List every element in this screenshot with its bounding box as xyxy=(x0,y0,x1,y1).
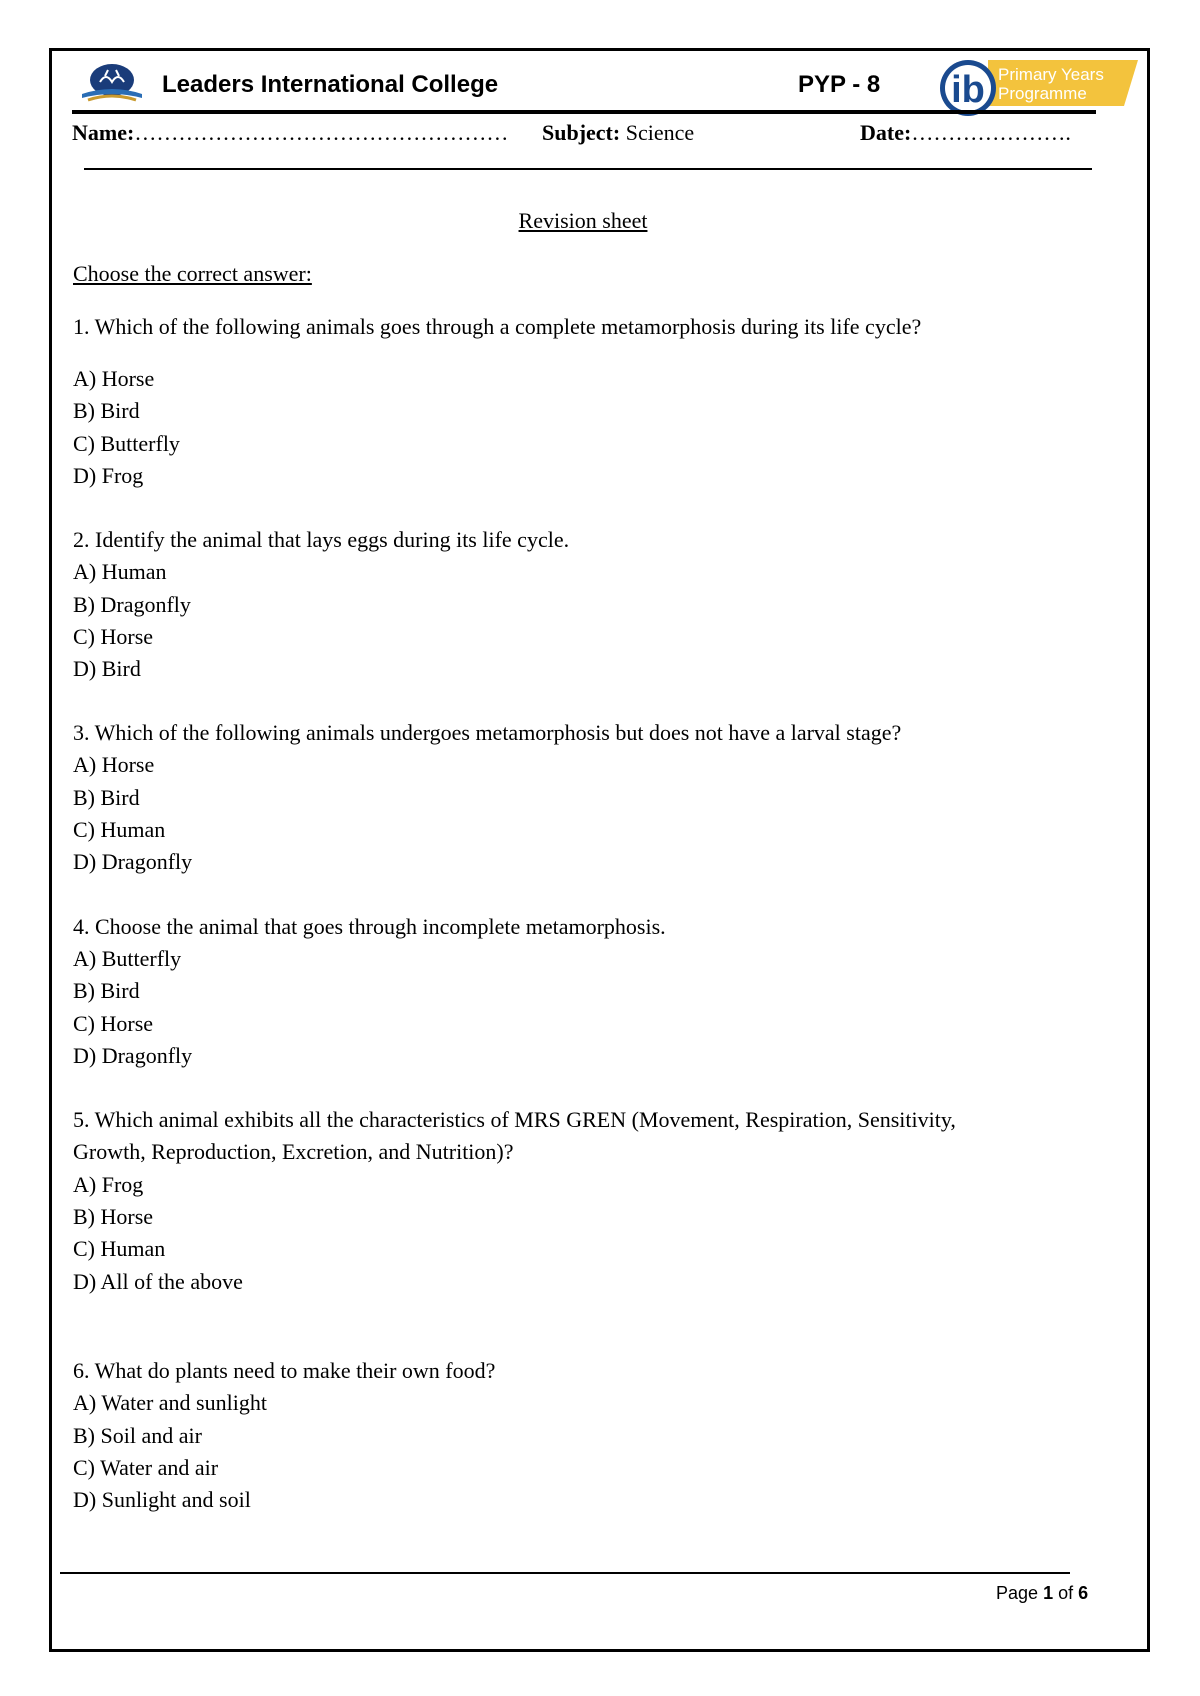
q4-option-c[interactable]: C) Horse xyxy=(73,1011,154,1036)
info-rule xyxy=(84,168,1092,170)
footer-rule xyxy=(60,1572,1070,1574)
page-number xyxy=(996,1583,1088,1604)
q3-option-a[interactable]: A) Horse xyxy=(73,752,155,777)
q4-option-a[interactable]: A) Butterfly xyxy=(73,946,182,971)
q1-option-b[interactable]: B) Bird xyxy=(73,398,140,423)
question-4: 4. Choose the animal that goes through incomplete metamorphosis. xyxy=(73,914,666,939)
sheet-title: Revision sheet xyxy=(518,208,648,233)
name-dots: …………………………………………… xyxy=(134,120,509,145)
q6-option-d[interactable]: D) Sunlight and soil xyxy=(73,1487,251,1512)
q1-option-d[interactable]: D) Frog xyxy=(73,463,144,488)
q1-option-a[interactable]: A) Horse xyxy=(73,366,155,391)
date-dots: …………………. xyxy=(911,120,1071,145)
q6-option-c[interactable]: C) Water and air xyxy=(73,1455,219,1480)
q6-option-b[interactable]: B) Soil and air xyxy=(73,1423,202,1448)
school-logo xyxy=(78,60,146,108)
ib-logo-line1: Primary Years xyxy=(998,65,1104,84)
header-rule xyxy=(72,110,1096,114)
page-total: 6 xyxy=(1078,1583,1089,1603)
q3-option-c[interactable]: C) Human xyxy=(73,817,166,842)
q2-option-b[interactable]: B) Dragonfly xyxy=(73,592,191,617)
page-of: of xyxy=(1058,1583,1074,1603)
school-name: Leaders International College xyxy=(162,71,499,98)
q4-option-b[interactable]: B) Bird xyxy=(73,978,140,1003)
q4-option-d[interactable]: D) Dragonfly xyxy=(73,1043,193,1068)
q6-option-a[interactable]: A) Water and sunlight xyxy=(73,1390,267,1415)
ib-mark: ib xyxy=(951,69,985,111)
q3-option-d[interactable]: D) Dragonfly xyxy=(73,849,193,874)
page-current: 1 xyxy=(1043,1583,1054,1603)
q2-option-c[interactable]: C) Horse xyxy=(73,624,154,649)
page-label: Page xyxy=(996,1583,1039,1603)
q5-option-c[interactable]: C) Human xyxy=(73,1236,166,1261)
subject-label: Subject: xyxy=(542,120,621,145)
question-3: 3. Which of the following animals undergoes metamorphosis but does not have a larval stage? xyxy=(73,720,902,745)
name-field[interactable] xyxy=(72,120,508,146)
question-5-line2: Growth, Reproduction, Excretion, and Nutrition)? xyxy=(73,1139,514,1164)
student-info-row xyxy=(72,120,1092,150)
ib-pyp-logo xyxy=(938,56,1138,118)
q2-option-a[interactable]: A) Human xyxy=(73,559,167,584)
question-6: 6. What do plants need to make their own food? xyxy=(73,1358,496,1383)
date-label: Date: xyxy=(860,120,912,145)
q3-option-b[interactable]: B) Bird xyxy=(73,785,140,810)
grade-label: PYP - 8 xyxy=(798,71,881,98)
q5-option-d[interactable]: D) All of the above xyxy=(73,1269,243,1294)
subject-value: Science xyxy=(625,120,695,145)
q1-option-c[interactable]: C) Butterfly xyxy=(73,431,180,456)
subject-field xyxy=(542,120,694,146)
q5-option-a[interactable]: A) Frog xyxy=(73,1172,144,1197)
question-1: 1. Which of the following animals goes through a complete metamorphosis during its life cycle? xyxy=(73,314,922,339)
question-2: 2. Identify the animal that lays eggs during its life cycle. xyxy=(73,527,570,552)
q5-option-b[interactable]: B) Horse xyxy=(73,1204,154,1229)
q2-option-d[interactable]: D) Bird xyxy=(73,656,141,681)
instruction: Choose the correct answer: xyxy=(73,261,312,286)
question-5: 5. Which animal exhibits all the characteristics of MRS GREN (Movement, Respiration, Sensitivity, xyxy=(73,1107,956,1132)
name-label: Name: xyxy=(72,120,135,145)
ib-logo-line2: Programme xyxy=(998,84,1087,103)
page-header xyxy=(72,52,1142,118)
date-field[interactable] xyxy=(860,120,1071,146)
